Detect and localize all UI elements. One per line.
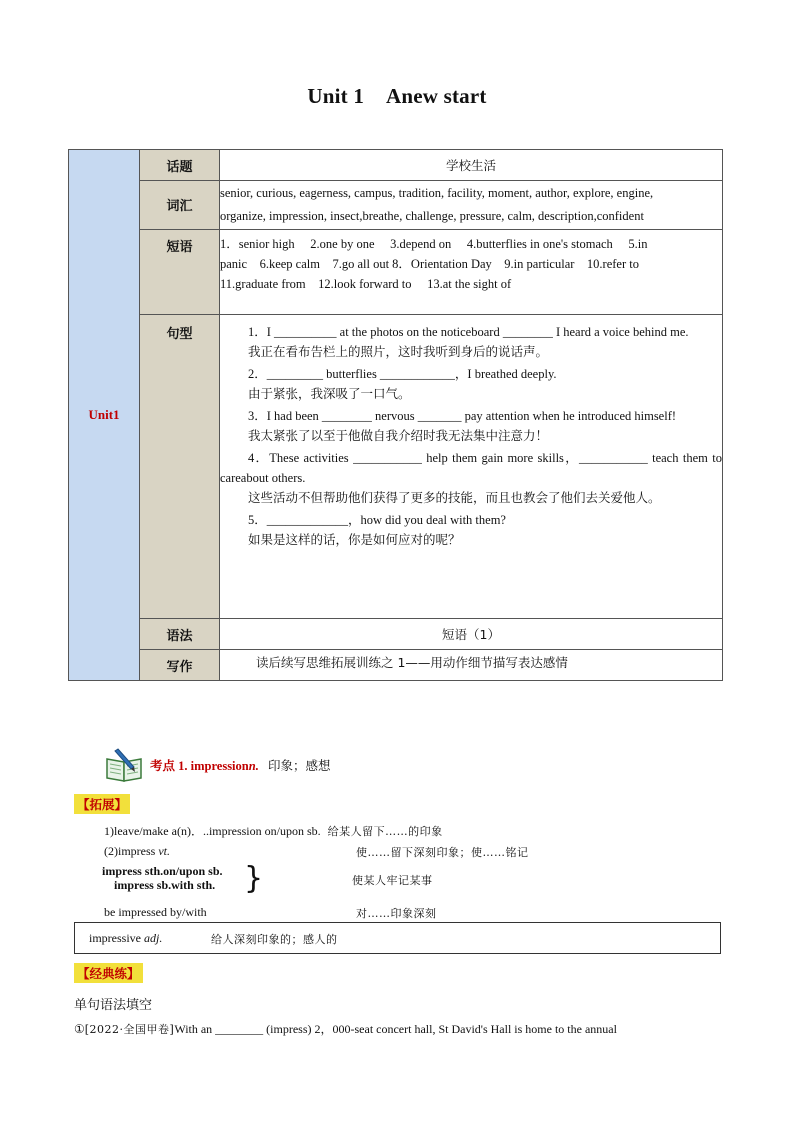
practice-subhead: 单句语法填空 (74, 998, 153, 1013)
impressive-cn: 给人深刻印象的；感人的 (211, 933, 338, 946)
expand-item-2-en (104, 844, 170, 859)
sentence-1-en: 1．I __________ at the photos on the noticeboard ________ I heard a voice behind me. (248, 325, 689, 339)
impressive-pos: adj. (144, 931, 163, 945)
title-unit: Unit 1 (307, 84, 365, 108)
topic-value: 学校生活 (220, 150, 723, 181)
sentence-2-en: 2．_________ butterflies ____________，I breathed deeply. (248, 367, 557, 381)
expand-item-3-cn: 使某人牢记某事 (352, 874, 433, 887)
topic-label-cell (140, 150, 220, 181)
expand-item-3-line-1: impress sth.on/upon sb. (102, 864, 223, 878)
vocab-label-cell (140, 181, 220, 230)
sentence-5-cn: 如果是这样的话，你是如何应对的呢？ (248, 532, 461, 547)
exercise-1-source: [2022·全国甲卷] (84, 1023, 175, 1036)
kaodian-meaning: 印象；感想 (267, 758, 331, 773)
exercise-1 (74, 1020, 617, 1037)
vocab-label: 词汇 (166, 199, 193, 214)
page-title (0, 84, 794, 109)
kaodian-heading (104, 745, 330, 785)
vocab-content (220, 181, 723, 230)
writing-label-cell (140, 650, 220, 681)
impressive-box (74, 922, 721, 954)
exercise-1-number: ① (74, 1022, 85, 1036)
grammar-value: 短语（1） (220, 619, 723, 650)
grammar-label-cell (140, 619, 220, 650)
phrases-line-1: 1．senior high 2.one by one 3.depend on 4.butterflies in one's stomach 5.in (220, 237, 648, 251)
sentence-5-en: 5．_____________，how did you deal with them? (248, 513, 506, 527)
kaodian-title (150, 756, 330, 774)
sentences-content (220, 315, 723, 619)
vocab-line-2: organize, impression, insect,breathe, challenge, pressure, calm, description,confident (220, 209, 644, 223)
expand-item-3-group (102, 864, 223, 892)
expand-item-2-cn: 使……留下深刻印象；使……铭记 (356, 846, 529, 859)
unit-overview-table (68, 149, 723, 681)
phrases-content (220, 230, 723, 315)
impressive-en: impressive (89, 931, 144, 945)
exercise-1-text: With an ________ (impress) 2，000-seat concert hall, St David's Hall is home to the annual (174, 1022, 617, 1036)
writing-label: 写作 (166, 660, 193, 675)
expand-item-1-cn: 给某人留下……的印象 (327, 825, 443, 838)
expand-item-3-line-2: impress sb.with sth. (114, 878, 216, 892)
expand-tag: 【拓展】 (74, 794, 130, 814)
kaodian-pos: n. (248, 759, 259, 773)
title-name: Anew start (386, 84, 487, 108)
phrases-line-2: panic 6.keep calm 7.go all out 8．Orientation Day 9.in particular 10.refer to (220, 257, 639, 271)
sentence-4-cn: 这些活动不但帮助他们获得了更多的技能，而且也教会了他们去关爱他人。 (248, 490, 661, 505)
sentences-label: 句型 (166, 327, 193, 342)
sentence-3-cn: 我太紧张了以至于他做自我介绍时我无法集中注意力！ (248, 428, 549, 443)
expand-item-1-en: 1)leave/make a(n)．..impression on/upon sb. (104, 824, 321, 838)
grammar-label: 语法 (166, 629, 193, 644)
expand-item-4-en: be impressed by/with (104, 905, 207, 919)
practice-tag: 【经典练】 (74, 963, 143, 983)
expand-item-4-cn: 对……印象深刻 (356, 907, 437, 920)
sentence-2-cn: 由于紧张，我深吸了一口气。 (248, 386, 411, 401)
sentences-label-cell (140, 315, 220, 619)
unit-label: Unit1 (88, 407, 120, 422)
expand-item-1 (104, 822, 443, 839)
brace-icon: } (244, 861, 264, 896)
phrases-line-3: 11.graduate from 12.look forward to 13.at the sight of (220, 277, 512, 291)
kaodian-prefix: 考点 1. impression (150, 759, 249, 773)
book-pen-icon (104, 747, 146, 783)
writing-value: 读后续写思维拓展训练之 1——用动作细节描写表达感情 (220, 650, 723, 681)
sentence-4-en: 4．These activities ___________ help them gain more skills，___________ teach them to careabout others. (220, 451, 722, 485)
sentence-3-en: 3．I had been ________ nervous _______ pay attention when he introduced himself! (248, 409, 677, 423)
phrases-label: 短语 (166, 240, 193, 255)
vocab-line-1: senior, curious, eagerness, campus, tradition, facility, moment, author, explore, engine, (220, 186, 654, 200)
topic-label: 话题 (166, 160, 193, 175)
expand-item-2-pos: vt. (158, 844, 170, 858)
impressive-word (89, 931, 162, 946)
unit-label-cell (69, 150, 140, 681)
phrases-label-cell (140, 230, 220, 315)
expand-item-2-word: (2)impress (104, 844, 159, 858)
sentence-1-cn: 我正在看布告栏上的照片，这时我听到身后的说话声。 (248, 344, 549, 359)
